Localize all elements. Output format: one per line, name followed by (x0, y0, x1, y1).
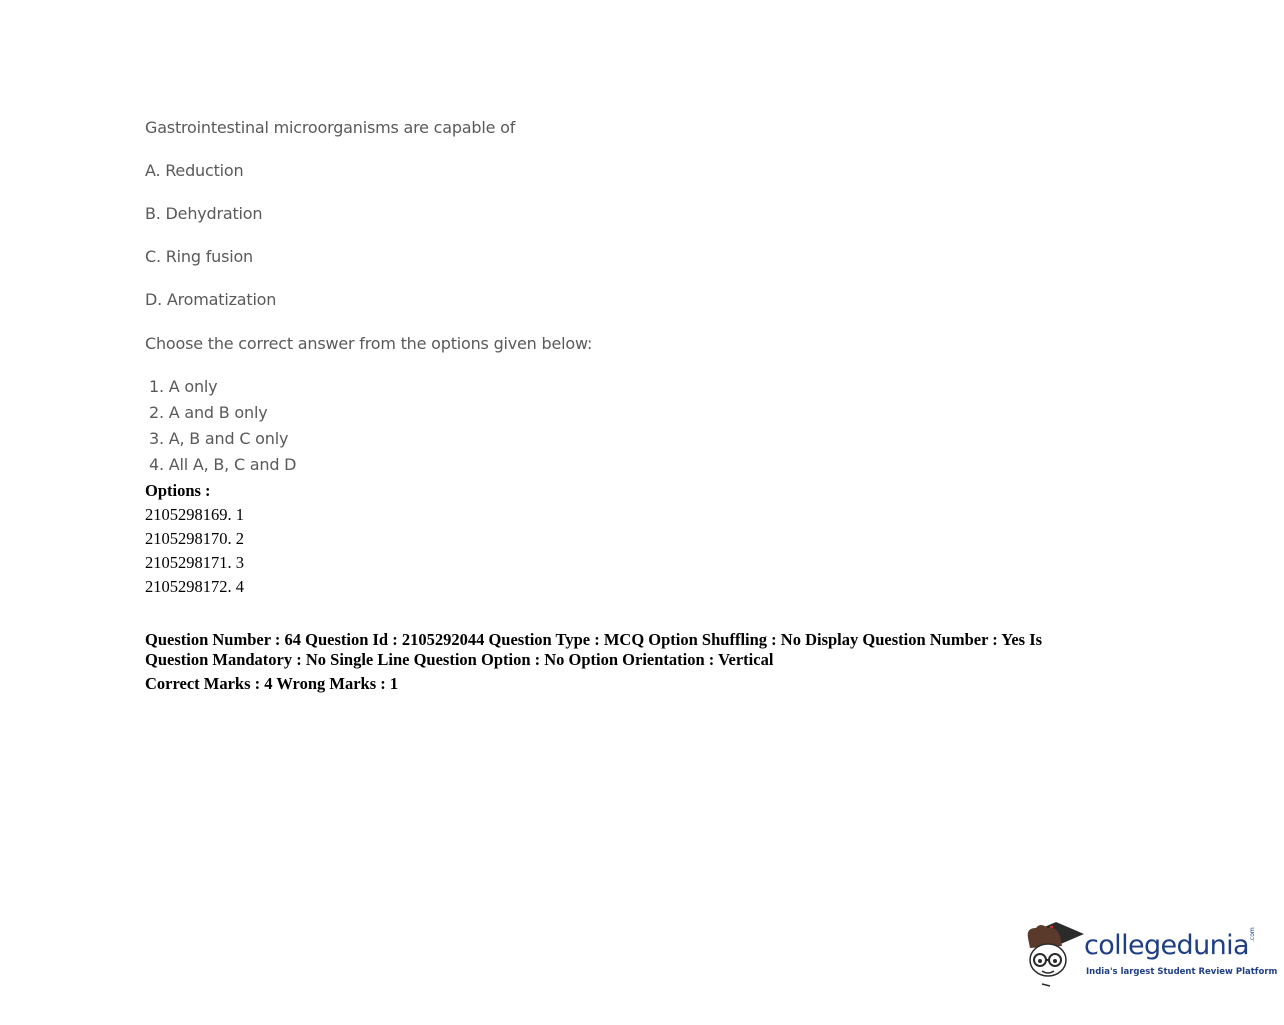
option-id-4: 2105298172. 4 (145, 577, 244, 596)
choice-4: 4. All A, B, C and D (149, 455, 297, 474)
mascot-icon (1022, 916, 1086, 992)
statement-b: B. Dehydration (145, 204, 263, 223)
choice-1: 1. A only (149, 377, 218, 396)
question-metadata-line-2: Question Mandatory : No Single Line Question Option : No Option Orientation : Vertical (145, 650, 774, 669)
question-metadata-line-3: Correct Marks : 4 Wrong Marks : 1 (145, 674, 399, 693)
statement-a: A. Reduction (145, 161, 244, 180)
question-metadata-line-1: Question Number : 64 Question Id : 2105292044 Question Type : MCQ Option Shuffling : No Display Question Number : Yes Is (145, 630, 1043, 649)
options-heading: Options : (145, 481, 211, 500)
collegedunia-logo (1022, 916, 1278, 992)
logo-dotcom: .com (1249, 927, 1256, 942)
choice-3: 3. A, B and C only (149, 429, 289, 448)
option-id-2: 2105298170. 2 (145, 529, 244, 548)
statement-d: D. Aromatization (145, 290, 277, 309)
option-id-1: 2105298169. 1 (145, 505, 244, 524)
question-stem: Gastrointestinal microorganisms are capable of (145, 118, 516, 137)
logo-tagline: India's largest Student Review Platform (1086, 967, 1278, 977)
option-id-3: 2105298171. 3 (145, 553, 244, 572)
instruction-text: Choose the correct answer from the options given below: (145, 334, 593, 353)
choice-2: 2. A and B only (149, 403, 268, 422)
statement-c: C. Ring fusion (145, 247, 253, 266)
logo-wordmark: collegedunia (1084, 930, 1249, 961)
